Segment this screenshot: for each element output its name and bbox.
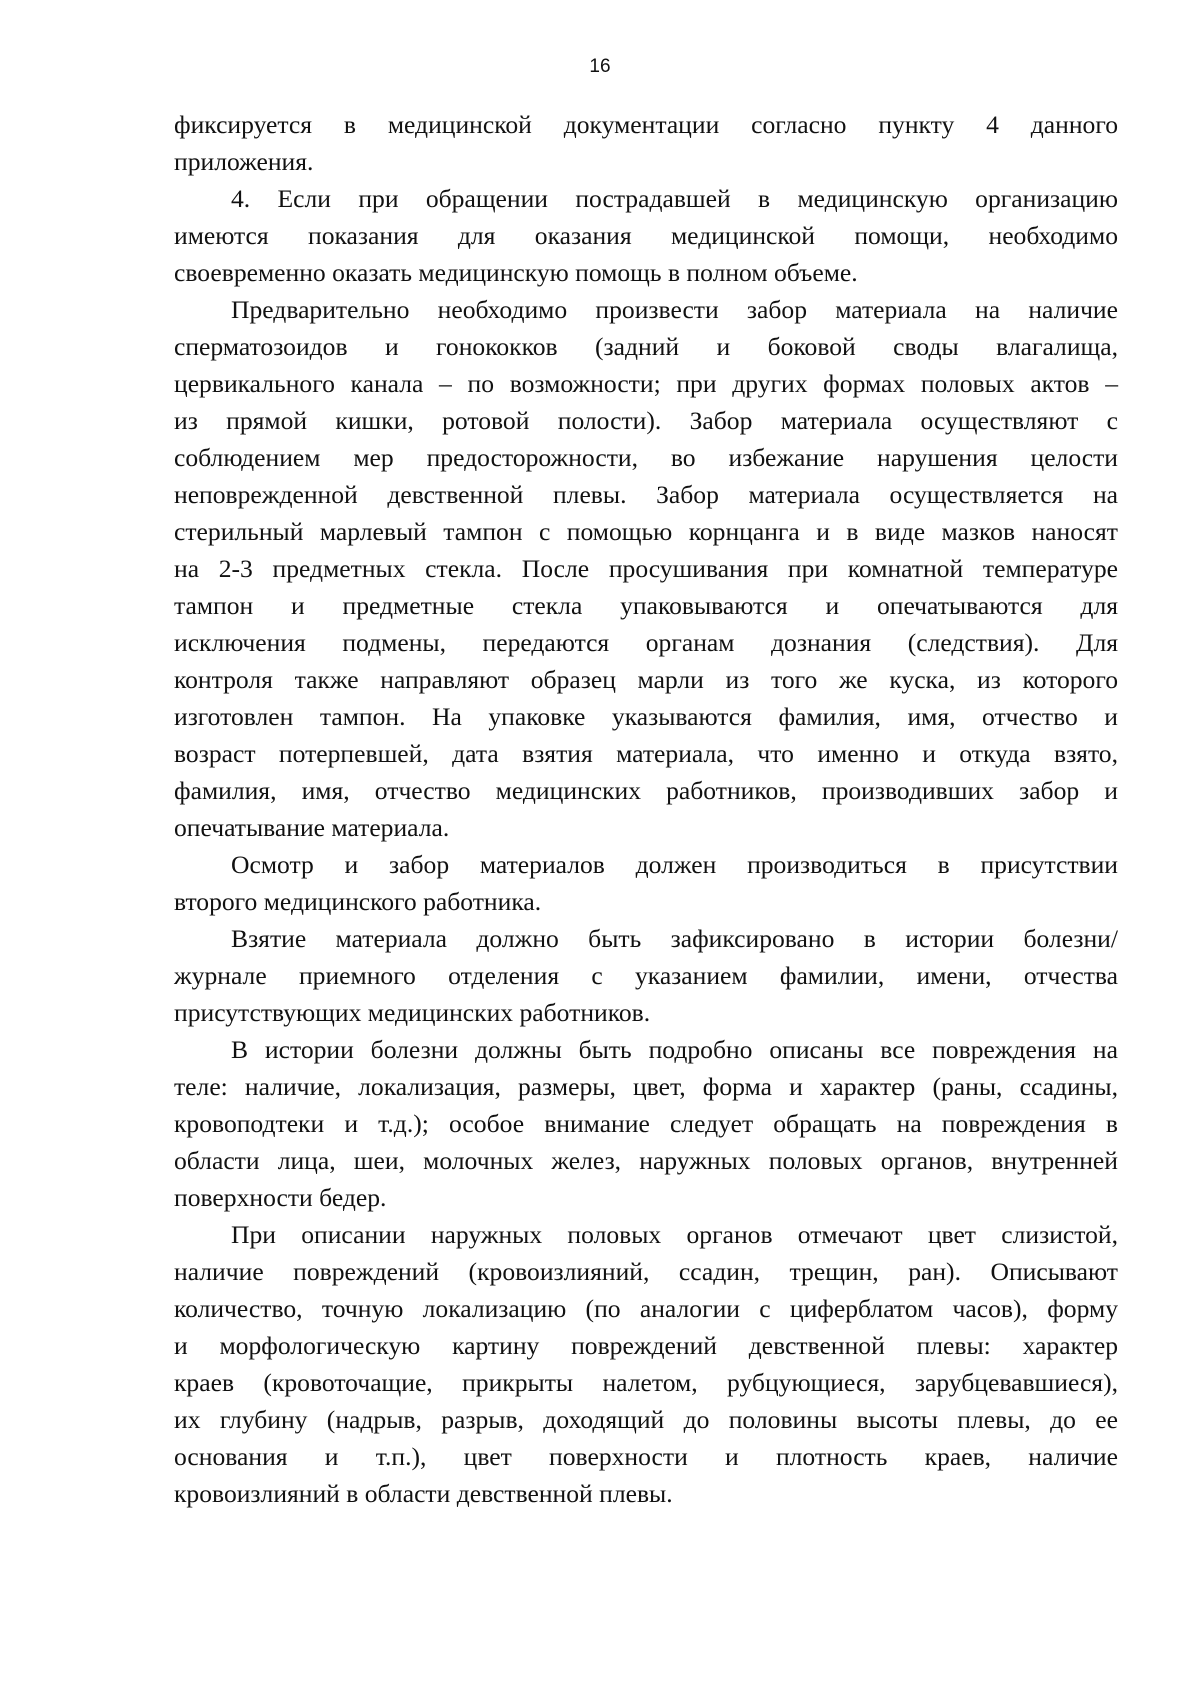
text-line: своевременно оказать медицинскую помощь в полном объеме. [174,258,858,287]
text-line: основания и т.п.), цвет поверхности и плотность краев, наличие [174,1442,1118,1471]
text-line: и морфологическую картину повреждений девственной плевы: характер [174,1331,1118,1360]
text-line: В истории болезни должны быть подробно описаны все повреждения на [231,1035,1118,1064]
text-line: приложения. [174,147,314,176]
paragraph [174,1031,1118,1216]
text-line: опечатывание материала. [174,813,450,842]
text-line: фамилия, имя, отчество медицинских работников, производивших забор и [174,776,1118,805]
text-line: их глубину (надрыв, разрыв, доходящий до половины высоты плевы, до ее [174,1405,1118,1434]
paragraph [174,291,1118,846]
text-line: поверхности бедер. [174,1183,387,1212]
document-body [174,106,1118,1512]
text-line: краев (кровоточащие, прикрыты налетом, рубцующиеся, зарубцевавшиеся), [174,1368,1118,1397]
text-line: Предварительно необходимо произвести забор материала на наличие [231,295,1118,324]
text-line: Осмотр и забор материалов должен производиться в присутствии [231,850,1118,879]
page-number: 16 [589,56,611,77]
text-line: 4. Если при обращении пострадавшей в медицинскую организацию [231,184,1118,213]
text-line: тампон и предметные стекла упаковываются и опечатываются для [174,591,1118,620]
text-line: неповрежденной девственной плевы. Забор материала осуществляется на [174,480,1118,509]
paragraph [174,180,1118,291]
text-line: присутствующих медицинских работников. [174,998,651,1027]
text-line: сперматозоидов и гонококков (задний и боковой своды влагалища, [174,332,1118,361]
text-line: исключения подмены, передаются органам дознания (следствия). Для [174,628,1118,657]
text-line: имеются показания для оказания медицинской помощи, необходимо [174,221,1118,250]
text-line: наличие повреждений (кровоизлияний, ссадин, трещин, ран). Описывают [174,1257,1118,1286]
text-line: изготовлен тампон. На упаковке указываются фамилия, имя, отчество и [174,702,1118,731]
text-line: контроля также направляют образец марли из того же куска, из которого [174,665,1118,694]
paragraph [174,1216,1118,1512]
text-line: При описании наружных половых органов отмечают цвет слизистой, [231,1220,1118,1249]
text-line: Взятие материала должно быть зафиксировано в истории болезни/ [231,924,1118,953]
text-line: кровоизлияний в области девственной плевы. [174,1479,673,1508]
paragraph [174,106,1118,180]
text-line: из прямой кишки, ротовой полости). Забор материала осуществляют с [174,406,1118,435]
text-line: кровоподтеки и т.д.); особое внимание следует обращать на повреждения в [174,1109,1118,1138]
text-line: стерильный марлевый тампон с помощью корнцанга и в виде мазков наносят [174,517,1118,546]
paragraph [174,920,1118,1031]
text-line: возраст потерпевшей, дата взятия материала, что именно и откуда взято, [174,739,1118,768]
text-line: второго медицинского работника. [174,887,542,916]
text-line: области лица, шеи, молочных желез, наружных половых органов, внутренней [174,1146,1118,1175]
text-line: соблюдением мер предосторожности, во избежание нарушения целости [174,443,1118,472]
text-line: теле: наличие, локализация, размеры, цвет, форма и характер (раны, ссадины, [174,1072,1118,1101]
text-line: журнале приемного отделения с указанием фамилии, имени, отчества [174,961,1118,990]
text-line: фиксируется в медицинской документации согласно пункту 4 данного [174,110,1118,139]
text-line: количество, точную локализацию (по аналогии с циферблатом часов), форму [174,1294,1118,1323]
paragraph [174,846,1118,920]
text-line: цервикального канала – по возможности; при других формах половых актов – [174,369,1118,398]
text-line: на 2-3 предметных стекла. После просушивания при комнатной температуре [174,554,1118,583]
